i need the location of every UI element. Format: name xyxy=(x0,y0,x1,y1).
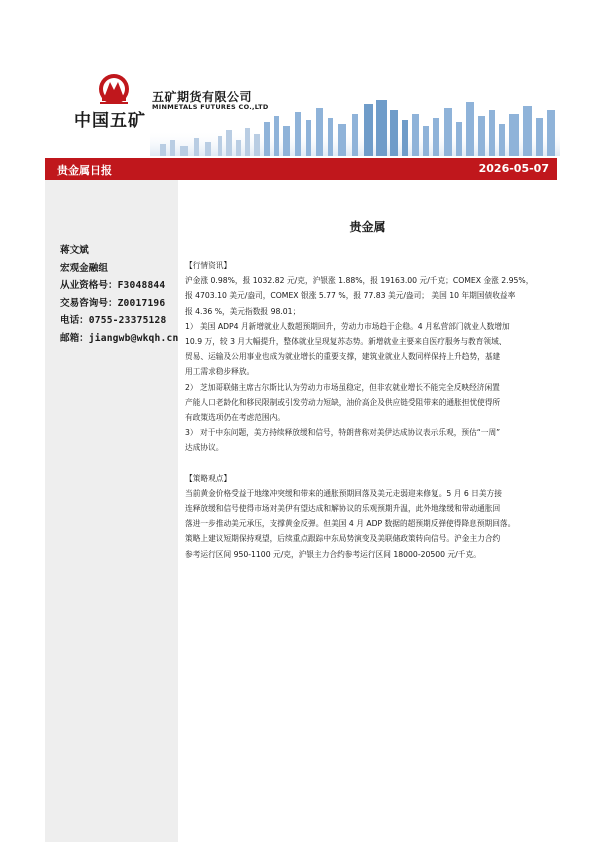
email-address[interactable]: jiangwb@wkqh.cn xyxy=(88,332,179,344)
phone-number: 0755-23375128 xyxy=(88,315,167,326)
report-date: 2026-05-07 xyxy=(478,162,549,175)
market-line: 沪金涨 0.98%，报 1032.82 元/克，沪银涨 1.88%，报 19163.00 元/千克；COMEX 金涨 2.95%， xyxy=(185,276,534,286)
phone-label: 电话： xyxy=(60,315,89,326)
news-item-1: 贸易、运输及公用事业也成为就业增长的重要支撑，建筑业就业人数同样保持上升趋势，基建 xyxy=(185,352,501,362)
report-type-title: 贵金属日报 xyxy=(57,164,112,177)
news-item-3: 达成协议。 xyxy=(185,443,224,453)
phone-row xyxy=(60,312,178,330)
logo-text: 中国五矿 xyxy=(74,111,146,131)
strategy-line: 落进一步推动美元承压，支撑黄金反弹。但美国 4 月 ADP 数据的超预期反弹使得降息预期回落。 xyxy=(185,519,516,529)
trade-row xyxy=(60,295,178,313)
news-item-2: 产能人口老龄化和移民限制或引发劳动力短缺，油价高企及供应链受阻带来的通胀担忧使得所 xyxy=(185,397,501,407)
author-team: 宏观金融组 xyxy=(60,262,108,274)
news-item-2: 2） 芝加哥联储主席古尔斯比认为劳动力市场虽稳定，但非农就业增长不能完全反映经济闲置 xyxy=(185,382,500,392)
news-item-1: 用工需求稳步释放。 xyxy=(185,367,255,377)
author-name: 蒋文斌 xyxy=(60,245,89,256)
qualification-label: 从业资格号： xyxy=(60,280,118,291)
strategy-line: 连释放缓和信号使得市场对美伊有望达成和解协议的乐观预期升温，此外地缘缓和带动通胀回 xyxy=(185,504,501,514)
qualification-row xyxy=(60,277,178,295)
sidebar xyxy=(45,180,178,842)
news-item-1: 1） 美国 ADP4 月新增就业人数超预期回升，劳动力市场趋于企稳。4 月私营部门就业人数增加 xyxy=(185,321,510,331)
qualification-number: F3048844 xyxy=(117,280,166,291)
strategy-line: 策略上建议短期保持观望，后续重点跟踪中东局势演变及美联储政策转向信号。沪金主力合约 xyxy=(185,534,501,544)
email-row xyxy=(60,330,178,348)
strategy-line: 参考运行区间 950-1100 元/克，沪银主力合约参考运行区间 18000-20500 元/千克。 xyxy=(185,549,481,559)
company-logo xyxy=(74,72,154,131)
news-item-2: 有政策选项仍在考虑范围内。 xyxy=(185,413,285,423)
company-name-en: MINMETALS FUTURES CO.,LTD xyxy=(152,103,269,111)
news-item-3: 3） 对于中东问题，美方持续释放缓和信号，特朗普称对美伊达成协议表示乐观，预估“一周” xyxy=(185,428,501,438)
report-banner xyxy=(45,158,557,180)
strategy-line: 当前黄金价格受益于地缘冲突缓和带来的通胀预期回落及美元走弱迎来修复。5 月 6 日美方接 xyxy=(185,488,502,498)
market-line: 报 4703.10 美元/盎司，COMEX 银涨 5.77 %，报 77.83 美元/盎司； 美国 10 年期国债收益率 xyxy=(185,291,516,301)
trade-label: 交易咨询号： xyxy=(60,297,118,309)
email-label: 邮箱： xyxy=(60,332,89,344)
city-skyline-image xyxy=(150,100,560,156)
strategy-section-heading: 【策略观点】 xyxy=(185,473,232,483)
author-info xyxy=(60,242,178,347)
market-section-heading: 【行情资讯】 xyxy=(185,261,232,270)
report-body xyxy=(185,258,557,562)
page-title: 贵金属 xyxy=(349,220,386,234)
minmetals-emblem-icon xyxy=(96,72,132,106)
trade-number: Z0017196 xyxy=(117,297,166,309)
news-item-1: 10.9 万，较 3 月大幅提升，整体就业呈现复苏态势。新增就业主要来自医疗服务与教育领域、 xyxy=(185,337,507,347)
market-line: 报 4.36 %，美元指数报 98.01； xyxy=(185,306,301,316)
company-name-cn: 五矿期货有限公司 xyxy=(152,90,253,104)
